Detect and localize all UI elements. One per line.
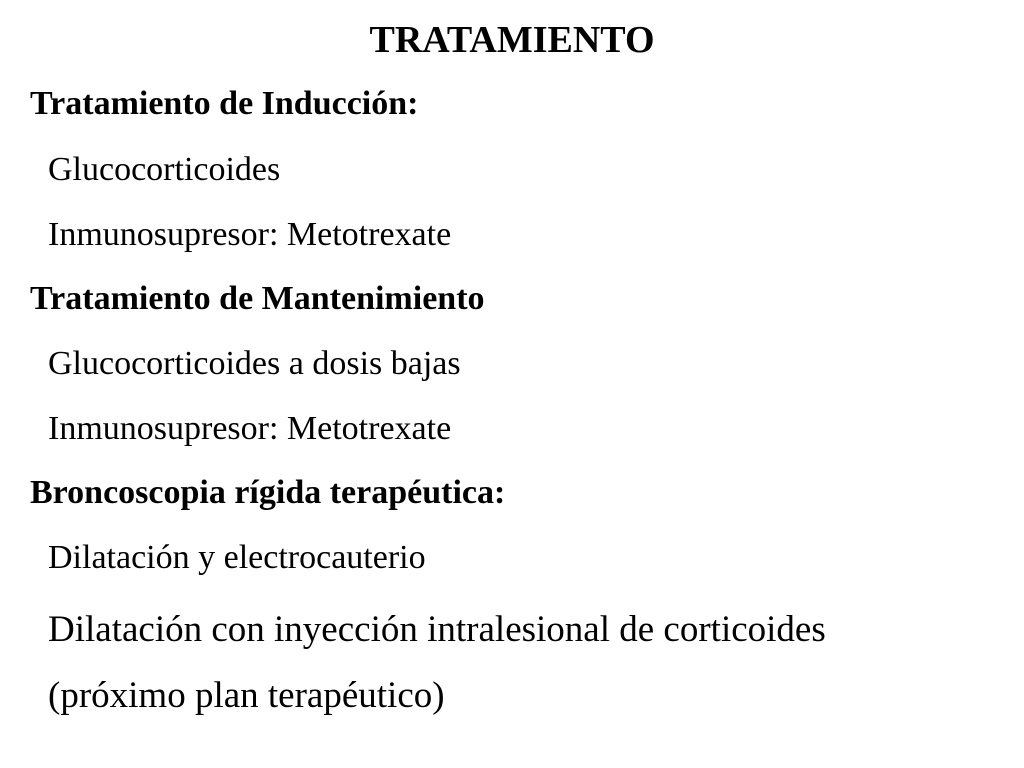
list-item: (próximo plan terapéutico) xyxy=(48,675,445,716)
list-item: Dilatación con inyección intralesional de corticoides xyxy=(48,609,826,650)
section-heading-broncoscopia: Broncoscopia rígida terapéutica: xyxy=(30,474,506,511)
list-item: Glucocorticoides xyxy=(48,151,281,188)
list-item: Inmunosupresor: Metotrexate xyxy=(48,410,452,447)
list-item: Inmunosupresor: Metotrexate xyxy=(48,216,452,253)
section-heading-mantenimiento: Tratamiento de Mantenimiento xyxy=(30,280,485,317)
list-item: Glucocorticoides a dosis bajas xyxy=(48,345,461,382)
list-item: Dilatación y electrocauterio xyxy=(48,539,426,576)
section-heading-induccion: Tratamiento de Inducción: xyxy=(30,85,419,122)
slide-title: TRATAMIENTO xyxy=(369,19,655,61)
